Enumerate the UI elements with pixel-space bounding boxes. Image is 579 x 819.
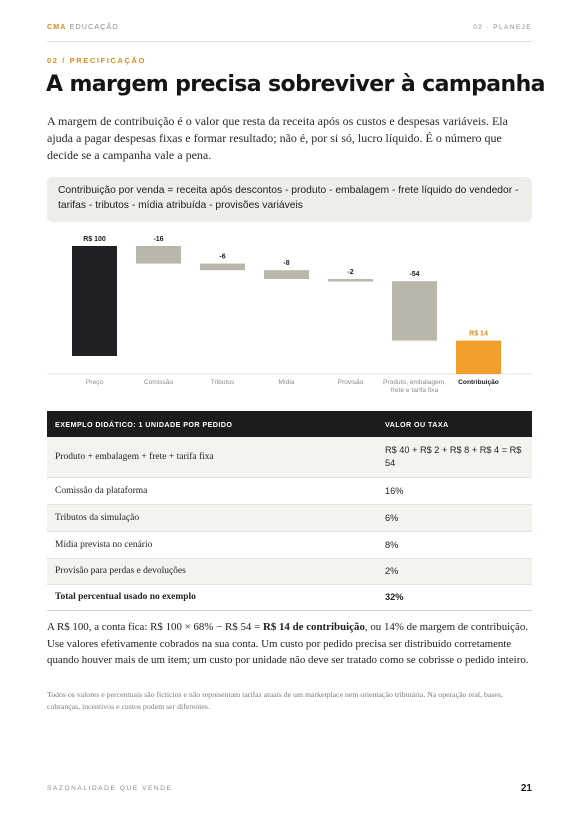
- formula-box: Contribuição por venda = receita após descontos - produto - embalagem - frete líquido do vendedor - tarifas - tributos - mídia atribuída - provisões variáveis: [47, 177, 532, 222]
- category-label-2: Comissão: [143, 379, 174, 386]
- table-row: [47, 477, 532, 504]
- row-value: 6%: [377, 504, 532, 531]
- table-header-value: VALOR OU TAXA: [377, 411, 532, 437]
- row-label: Tributos da simulação: [47, 504, 377, 531]
- row-label: Provisão para perdas e devoluções: [47, 558, 377, 584]
- page-title: A margem precisa sobreviver à campanha: [46, 72, 545, 97]
- category-label-3: Tributos: [210, 379, 235, 386]
- row-label: Produto + embalagem + frete + tarifa fixa: [47, 437, 377, 477]
- value-label-4: -8: [283, 260, 290, 268]
- category-label-5: Provisão: [337, 379, 364, 386]
- row-label: Total percentual usado no exemplo: [47, 584, 377, 610]
- row-value: 16%: [377, 477, 532, 504]
- value-label-5: -2: [347, 269, 354, 276]
- table-row: [47, 437, 532, 477]
- value-label-2: -16: [153, 236, 164, 243]
- bar-6: [392, 281, 437, 340]
- brand-strong: CMA: [47, 24, 67, 31]
- brand-logo: [47, 24, 119, 31]
- category-label-6: Produto, embalagem,: [382, 379, 447, 386]
- row-value: 8%: [377, 531, 532, 558]
- bar-1: [72, 246, 117, 356]
- table-row: [47, 531, 532, 558]
- category-label-4: Mídia: [278, 379, 295, 386]
- row-value: 32%: [377, 584, 532, 610]
- lead-paragraph: A margem de contribuição é o valor que resta da receita após os custos e despesas variáveis. Ela ajuda a pagar despesas fixas e formar resultado; não é, por si só, lucro líquido. É o número que decide se a campanha vale a pena.: [47, 114, 508, 162]
- value-label-6: -54: [409, 271, 420, 279]
- table-header-row: [47, 411, 532, 437]
- bar-2: [136, 246, 181, 264]
- row-value: R$ 40 + R$ 2 + R$ 8 + R$ 4 = R$ 54: [377, 437, 532, 477]
- disclaimer-note: Todos os valores e percentuais são fictícios e não representam tarifas atuais de um marketplace nem orientação tributária. Na operação real, bases, cobranças, incentivos e custos podem ser diferentes.: [47, 690, 503, 711]
- bar-4: [264, 270, 309, 279]
- category-label-6: frete e tarifa fixa: [390, 387, 439, 394]
- bar-5: [328, 279, 373, 282]
- table-row: [47, 504, 532, 531]
- table-header-example: EXEMPLO DIDÁTICO: 1 UNIDADE POR PEDIDO: [47, 411, 377, 437]
- value-label-1: R$ 100: [83, 236, 106, 243]
- value-label-7: R$ 14: [469, 330, 488, 338]
- table-total-row: [47, 584, 532, 610]
- calc-part1: A R$ 100, a conta fica: R$ 100 × 68% − R$ 54 =: [47, 621, 263, 633]
- page-number: 21: [520, 782, 532, 794]
- category-label-1: Preço: [85, 379, 104, 386]
- row-value: 2%: [377, 558, 532, 584]
- row-label: Comissão da plataforma: [47, 477, 377, 504]
- top-header: [47, 24, 532, 42]
- section-kicker: 02 / PRECIFICAÇÃO: [47, 56, 146, 65]
- page-footer: [47, 781, 532, 795]
- calc-part2: , ou 14% de margem de contribuição. Use valores efetivamente cobrados na sua conta. Um custo por pedido precisa ser distribuído corretamente quando houver mais de um item; um custo por unidade não deve ser tratado como se cobrisse o pedido inteiro.: [47, 621, 529, 666]
- chapter-label: 02 · PLANEJE: [473, 24, 532, 31]
- calc-result: R$ 14 de contribuição: [262, 621, 365, 633]
- category-label-7: Contribuição: [458, 379, 499, 386]
- row-label: Mídia prevista no cenário: [47, 531, 377, 558]
- example-table: [47, 411, 532, 611]
- waterfall-svg: [47, 228, 532, 398]
- table-row: [47, 558, 532, 584]
- waterfall-chart: [47, 228, 532, 398]
- calculation-paragraph: [47, 619, 535, 669]
- value-label-3: -6: [219, 253, 226, 261]
- bar-7: [456, 341, 501, 374]
- brand-rest: EDUCAÇÃO: [69, 24, 119, 31]
- footer-title: SAZONALIDADE QUE VENDE: [47, 784, 173, 792]
- bar-3: [200, 264, 245, 271]
